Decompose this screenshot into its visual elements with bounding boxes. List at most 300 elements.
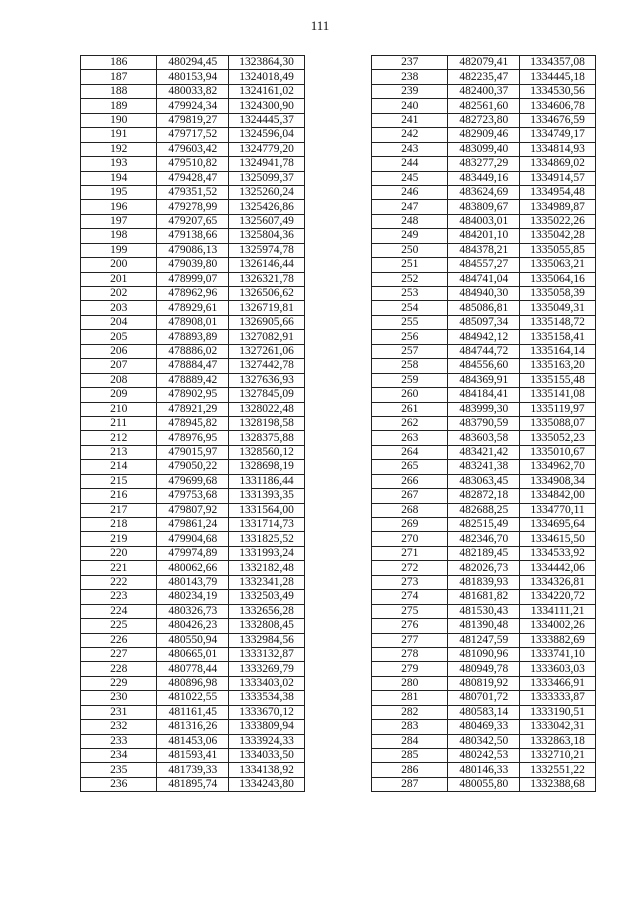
y-coordinate-cell: 1334770,11 — [520, 503, 596, 517]
point-number-cell: 210 — [81, 402, 157, 416]
table-row — [81, 662, 305, 676]
x-coordinate-cell: 482515,49 — [448, 518, 520, 532]
y-coordinate-cell: 1324941,78 — [229, 157, 305, 171]
y-coordinate-cell: 1325607,49 — [229, 214, 305, 228]
table-row — [81, 777, 305, 791]
point-number-cell: 215 — [81, 474, 157, 488]
table-row — [372, 445, 596, 459]
table-row — [372, 532, 596, 546]
point-number-cell: 284 — [372, 734, 448, 748]
point-number-cell: 190 — [81, 113, 157, 127]
table-row — [372, 258, 596, 272]
x-coordinate-cell: 478884,47 — [157, 359, 229, 373]
point-number-cell: 250 — [372, 243, 448, 257]
x-coordinate-cell: 482723,80 — [448, 113, 520, 127]
y-coordinate-cell: 1333269,79 — [229, 662, 305, 676]
x-coordinate-cell: 479510,82 — [157, 157, 229, 171]
table-row — [372, 200, 596, 214]
x-coordinate-cell: 483624,69 — [448, 185, 520, 199]
table-row — [81, 503, 305, 517]
table-row — [372, 503, 596, 517]
point-number-cell: 283 — [372, 720, 448, 734]
point-number-cell: 219 — [81, 532, 157, 546]
y-coordinate-cell: 1334138,92 — [229, 763, 305, 777]
x-coordinate-cell: 482400,37 — [448, 84, 520, 98]
y-coordinate-cell: 1325260,24 — [229, 185, 305, 199]
y-coordinate-cell: 1335064,16 — [520, 272, 596, 286]
table-row — [372, 777, 596, 791]
x-coordinate-cell: 481247,59 — [448, 633, 520, 647]
y-coordinate-cell: 1323864,30 — [229, 56, 305, 70]
y-coordinate-cell: 1333603,03 — [520, 662, 596, 676]
x-coordinate-cell: 484741,04 — [448, 272, 520, 286]
x-coordinate-cell: 480143,79 — [157, 575, 229, 589]
y-coordinate-cell: 1328698,19 — [229, 460, 305, 474]
y-coordinate-cell: 1333132,87 — [229, 647, 305, 661]
table-row — [81, 416, 305, 430]
y-coordinate-cell: 1327845,09 — [229, 388, 305, 402]
y-coordinate-cell: 1334445,18 — [520, 70, 596, 84]
point-number-cell: 193 — [81, 157, 157, 171]
y-coordinate-cell: 1331393,35 — [229, 489, 305, 503]
x-coordinate-cell: 478902,95 — [157, 388, 229, 402]
x-coordinate-cell: 480342,50 — [448, 734, 520, 748]
y-coordinate-cell: 1335155,48 — [520, 373, 596, 387]
point-number-cell: 240 — [372, 99, 448, 113]
x-coordinate-cell: 482688,25 — [448, 503, 520, 517]
table-row — [81, 214, 305, 228]
point-number-cell: 189 — [81, 99, 157, 113]
y-coordinate-cell: 1332808,45 — [229, 619, 305, 633]
table-row — [372, 474, 596, 488]
point-number-cell: 267 — [372, 489, 448, 503]
y-coordinate-cell: 1334749,17 — [520, 128, 596, 142]
point-number-cell: 271 — [372, 546, 448, 560]
table-row — [372, 691, 596, 705]
point-number-cell: 212 — [81, 431, 157, 445]
x-coordinate-cell: 480153,94 — [157, 70, 229, 84]
table-row — [81, 691, 305, 705]
table-row — [372, 301, 596, 315]
y-coordinate-cell: 1334326,81 — [520, 575, 596, 589]
table-row — [81, 99, 305, 113]
x-coordinate-cell: 478929,61 — [157, 301, 229, 315]
table-row — [372, 315, 596, 329]
x-coordinate-cell: 478976,95 — [157, 431, 229, 445]
x-coordinate-cell: 483421,42 — [448, 445, 520, 459]
point-number-cell: 202 — [81, 287, 157, 301]
point-number-cell: 222 — [81, 575, 157, 589]
table-row — [372, 344, 596, 358]
point-number-cell: 275 — [372, 604, 448, 618]
y-coordinate-cell: 1331714,73 — [229, 518, 305, 532]
table-row — [372, 402, 596, 416]
table-row — [81, 402, 305, 416]
table-row — [81, 157, 305, 171]
point-number-cell: 201 — [81, 272, 157, 286]
x-coordinate-cell: 478999,07 — [157, 272, 229, 286]
y-coordinate-cell: 1335022,26 — [520, 214, 596, 228]
y-coordinate-cell: 1335088,07 — [520, 416, 596, 430]
point-number-cell: 252 — [372, 272, 448, 286]
point-number-cell: 265 — [372, 460, 448, 474]
point-number-cell: 257 — [372, 344, 448, 358]
x-coordinate-cell: 478889,42 — [157, 373, 229, 387]
point-number-cell: 211 — [81, 416, 157, 430]
table-row — [81, 489, 305, 503]
y-coordinate-cell: 1335163,20 — [520, 359, 596, 373]
table-row — [372, 359, 596, 373]
y-coordinate-cell: 1335055,85 — [520, 243, 596, 257]
point-number-cell: 191 — [81, 128, 157, 142]
y-coordinate-cell: 1333741,10 — [520, 647, 596, 661]
x-coordinate-cell: 479807,92 — [157, 503, 229, 517]
point-number-cell: 270 — [372, 532, 448, 546]
table-row — [372, 431, 596, 445]
x-coordinate-cell: 481390,48 — [448, 619, 520, 633]
point-number-cell: 214 — [81, 460, 157, 474]
point-number-cell: 205 — [81, 330, 157, 344]
table-row — [81, 460, 305, 474]
point-number-cell: 230 — [81, 691, 157, 705]
y-coordinate-cell: 1335141,08 — [520, 388, 596, 402]
y-coordinate-cell: 1328375,88 — [229, 431, 305, 445]
x-coordinate-cell: 482909,46 — [448, 128, 520, 142]
y-coordinate-cell: 1332388,68 — [520, 777, 596, 791]
table-row — [372, 604, 596, 618]
x-coordinate-cell: 482026,73 — [448, 561, 520, 575]
y-coordinate-cell: 1325426,86 — [229, 200, 305, 214]
x-coordinate-cell: 479603,42 — [157, 142, 229, 156]
x-coordinate-cell: 480778,44 — [157, 662, 229, 676]
table-row — [81, 518, 305, 532]
table-row — [81, 272, 305, 286]
y-coordinate-cell: 1328560,12 — [229, 445, 305, 459]
y-coordinate-cell: 1332341,28 — [229, 575, 305, 589]
x-coordinate-cell: 481161,45 — [157, 705, 229, 719]
point-number-cell: 225 — [81, 619, 157, 633]
point-number-cell: 254 — [372, 301, 448, 315]
y-coordinate-cell: 1331993,24 — [229, 546, 305, 560]
table-row — [81, 243, 305, 257]
y-coordinate-cell: 1326321,78 — [229, 272, 305, 286]
point-number-cell: 199 — [81, 243, 157, 257]
y-coordinate-cell: 1326905,66 — [229, 315, 305, 329]
point-number-cell: 260 — [372, 388, 448, 402]
x-coordinate-cell: 478962,96 — [157, 287, 229, 301]
point-number-cell: 200 — [81, 258, 157, 272]
x-coordinate-cell: 481022,55 — [157, 691, 229, 705]
x-coordinate-cell: 479699,68 — [157, 474, 229, 488]
point-number-cell: 220 — [81, 546, 157, 560]
y-coordinate-cell: 1334002,26 — [520, 619, 596, 633]
y-coordinate-cell: 1324161,02 — [229, 84, 305, 98]
y-coordinate-cell: 1327636,93 — [229, 373, 305, 387]
point-number-cell: 255 — [372, 315, 448, 329]
table-row — [372, 633, 596, 647]
point-number-cell: 285 — [372, 749, 448, 763]
x-coordinate-cell: 483241,38 — [448, 460, 520, 474]
x-coordinate-cell: 478893,89 — [157, 330, 229, 344]
x-coordinate-cell: 480701,72 — [448, 691, 520, 705]
table-row — [372, 171, 596, 185]
y-coordinate-cell: 1334962,70 — [520, 460, 596, 474]
y-coordinate-cell: 1333534,38 — [229, 691, 305, 705]
y-coordinate-cell: 1334442,06 — [520, 561, 596, 575]
x-coordinate-cell: 482189,45 — [448, 546, 520, 560]
y-coordinate-cell: 1332503,49 — [229, 590, 305, 604]
table-row — [372, 662, 596, 676]
y-coordinate-cell: 1335158,41 — [520, 330, 596, 344]
x-coordinate-cell: 480326,73 — [157, 604, 229, 618]
table-row — [81, 633, 305, 647]
table-row — [81, 575, 305, 589]
x-coordinate-cell: 484378,21 — [448, 243, 520, 257]
y-coordinate-cell: 1334908,34 — [520, 474, 596, 488]
table-row — [372, 272, 596, 286]
table-row — [372, 619, 596, 633]
point-number-cell: 231 — [81, 705, 157, 719]
table-row — [81, 287, 305, 301]
x-coordinate-cell: 480819,92 — [448, 676, 520, 690]
x-coordinate-cell: 483277,29 — [448, 157, 520, 171]
table-row — [81, 734, 305, 748]
table-row — [81, 113, 305, 127]
point-number-cell: 221 — [81, 561, 157, 575]
table-row — [81, 604, 305, 618]
x-coordinate-cell: 481090,96 — [448, 647, 520, 661]
x-coordinate-cell: 482079,41 — [448, 56, 520, 70]
x-coordinate-cell: 479974,89 — [157, 546, 229, 560]
point-number-cell: 273 — [372, 575, 448, 589]
table-row — [81, 301, 305, 315]
point-number-cell: 249 — [372, 229, 448, 243]
coordinates-table-left — [80, 55, 305, 792]
y-coordinate-cell: 1333042,31 — [520, 720, 596, 734]
y-coordinate-cell: 1333333,87 — [520, 691, 596, 705]
y-coordinate-cell: 1334914,57 — [520, 171, 596, 185]
point-number-cell: 251 — [372, 258, 448, 272]
point-number-cell: 262 — [372, 416, 448, 430]
table-row — [81, 258, 305, 272]
x-coordinate-cell: 479351,52 — [157, 185, 229, 199]
x-coordinate-cell: 481839,93 — [448, 575, 520, 589]
y-coordinate-cell: 1324445,37 — [229, 113, 305, 127]
point-number-cell: 278 — [372, 647, 448, 661]
y-coordinate-cell: 1334533,92 — [520, 546, 596, 560]
point-number-cell: 192 — [81, 142, 157, 156]
y-coordinate-cell: 1334676,59 — [520, 113, 596, 127]
x-coordinate-cell: 480242,53 — [448, 749, 520, 763]
table-row — [372, 763, 596, 777]
point-number-cell: 207 — [81, 359, 157, 373]
point-number-cell: 218 — [81, 518, 157, 532]
table-row — [372, 561, 596, 575]
table-row — [372, 546, 596, 560]
y-coordinate-cell: 1332182,48 — [229, 561, 305, 575]
x-coordinate-cell: 483999,30 — [448, 402, 520, 416]
y-coordinate-cell: 1334869,02 — [520, 157, 596, 171]
table-row — [81, 720, 305, 734]
x-coordinate-cell: 483449,16 — [448, 171, 520, 185]
table-row — [81, 561, 305, 575]
table-row — [372, 214, 596, 228]
table-row — [372, 388, 596, 402]
x-coordinate-cell: 480665,01 — [157, 647, 229, 661]
table-row — [81, 142, 305, 156]
point-number-cell: 229 — [81, 676, 157, 690]
y-coordinate-cell: 1333670,12 — [229, 705, 305, 719]
y-coordinate-cell: 1335063,21 — [520, 258, 596, 272]
page-number: 111 — [310, 18, 330, 33]
table-row — [81, 200, 305, 214]
table-row — [81, 474, 305, 488]
point-number-cell: 258 — [372, 359, 448, 373]
table-row — [372, 185, 596, 199]
y-coordinate-cell: 1325804,36 — [229, 229, 305, 243]
point-number-cell: 243 — [372, 142, 448, 156]
x-coordinate-cell: 483790,59 — [448, 416, 520, 430]
point-number-cell: 186 — [81, 56, 157, 70]
point-number-cell: 287 — [372, 777, 448, 791]
x-coordinate-cell: 480583,14 — [448, 705, 520, 719]
x-coordinate-cell: 482346,70 — [448, 532, 520, 546]
table-row — [372, 330, 596, 344]
x-coordinate-cell: 484557,27 — [448, 258, 520, 272]
y-coordinate-cell: 1333403,02 — [229, 676, 305, 690]
y-coordinate-cell: 1332551,22 — [520, 763, 596, 777]
x-coordinate-cell: 485086,81 — [448, 301, 520, 315]
y-coordinate-cell: 1334243,80 — [229, 777, 305, 791]
x-coordinate-cell: 480550,94 — [157, 633, 229, 647]
point-number-cell: 274 — [372, 590, 448, 604]
y-coordinate-cell: 1334695,64 — [520, 518, 596, 532]
point-number-cell: 233 — [81, 734, 157, 748]
x-coordinate-cell: 483603,58 — [448, 431, 520, 445]
y-coordinate-cell: 1334530,56 — [520, 84, 596, 98]
point-number-cell: 269 — [372, 518, 448, 532]
point-number-cell: 206 — [81, 344, 157, 358]
point-number-cell: 224 — [81, 604, 157, 618]
table-row — [81, 676, 305, 690]
table-row — [81, 445, 305, 459]
y-coordinate-cell: 1324300,90 — [229, 99, 305, 113]
table-row — [372, 373, 596, 387]
y-coordinate-cell: 1332710,21 — [520, 749, 596, 763]
point-number-cell: 286 — [372, 763, 448, 777]
y-coordinate-cell: 1324779,20 — [229, 142, 305, 156]
y-coordinate-cell: 1333809,94 — [229, 720, 305, 734]
point-number-cell: 235 — [81, 763, 157, 777]
point-number-cell: 228 — [81, 662, 157, 676]
x-coordinate-cell: 480055,80 — [448, 777, 520, 791]
y-coordinate-cell: 1325974,78 — [229, 243, 305, 257]
y-coordinate-cell: 1331825,52 — [229, 532, 305, 546]
point-number-cell: 280 — [372, 676, 448, 690]
x-coordinate-cell: 481453,06 — [157, 734, 229, 748]
table-row — [372, 128, 596, 142]
y-coordinate-cell: 1328022,48 — [229, 402, 305, 416]
x-coordinate-cell: 484942,12 — [448, 330, 520, 344]
x-coordinate-cell: 479904,68 — [157, 532, 229, 546]
point-number-cell: 256 — [372, 330, 448, 344]
table-row — [81, 171, 305, 185]
point-number-cell: 188 — [81, 84, 157, 98]
x-coordinate-cell: 483809,67 — [448, 200, 520, 214]
point-number-cell: 226 — [81, 633, 157, 647]
table-row — [372, 287, 596, 301]
y-coordinate-cell: 1335052,23 — [520, 431, 596, 445]
x-coordinate-cell: 481895,74 — [157, 777, 229, 791]
table-row — [81, 763, 305, 777]
table-row — [372, 142, 596, 156]
point-number-cell: 242 — [372, 128, 448, 142]
table-row — [81, 590, 305, 604]
point-number-cell: 196 — [81, 200, 157, 214]
x-coordinate-cell: 479861,24 — [157, 518, 229, 532]
x-coordinate-cell: 484369,91 — [448, 373, 520, 387]
point-number-cell: 204 — [81, 315, 157, 329]
y-coordinate-cell: 1326146,44 — [229, 258, 305, 272]
table-row — [372, 575, 596, 589]
table-row — [372, 734, 596, 748]
x-coordinate-cell: 482872,18 — [448, 489, 520, 503]
point-number-cell: 198 — [81, 229, 157, 243]
x-coordinate-cell: 481739,33 — [157, 763, 229, 777]
x-coordinate-cell: 479753,68 — [157, 489, 229, 503]
table-row — [81, 229, 305, 243]
y-coordinate-cell: 1334606,78 — [520, 99, 596, 113]
y-coordinate-cell: 1334220,72 — [520, 590, 596, 604]
x-coordinate-cell: 479138,66 — [157, 229, 229, 243]
table-row — [81, 373, 305, 387]
y-coordinate-cell: 1334989,87 — [520, 200, 596, 214]
y-coordinate-cell: 1331564,00 — [229, 503, 305, 517]
x-coordinate-cell: 485097,34 — [448, 315, 520, 329]
point-number-cell: 239 — [372, 84, 448, 98]
point-number-cell: 187 — [81, 70, 157, 84]
point-number-cell: 236 — [81, 777, 157, 791]
x-coordinate-cell: 482561,60 — [448, 99, 520, 113]
x-coordinate-cell: 480469,33 — [448, 720, 520, 734]
table-row — [81, 431, 305, 445]
table-row — [372, 590, 596, 604]
table-row — [81, 84, 305, 98]
point-number-cell: 282 — [372, 705, 448, 719]
x-coordinate-cell: 478945,82 — [157, 416, 229, 430]
y-coordinate-cell: 1334954,48 — [520, 185, 596, 199]
x-coordinate-cell: 479050,22 — [157, 460, 229, 474]
y-coordinate-cell: 1333466,91 — [520, 676, 596, 690]
point-number-cell: 208 — [81, 373, 157, 387]
x-coordinate-cell: 484003,01 — [448, 214, 520, 228]
y-coordinate-cell: 1335049,31 — [520, 301, 596, 315]
table-row — [372, 70, 596, 84]
x-coordinate-cell: 479428,47 — [157, 171, 229, 185]
point-number-cell: 244 — [372, 157, 448, 171]
x-coordinate-cell: 479039,80 — [157, 258, 229, 272]
point-number-cell: 266 — [372, 474, 448, 488]
y-coordinate-cell: 1334033,50 — [229, 749, 305, 763]
point-number-cell: 232 — [81, 720, 157, 734]
point-number-cell: 227 — [81, 647, 157, 661]
table-row — [372, 416, 596, 430]
x-coordinate-cell: 483099,40 — [448, 142, 520, 156]
table-row — [81, 532, 305, 546]
y-coordinate-cell: 1334615,50 — [520, 532, 596, 546]
table-row — [372, 749, 596, 763]
x-coordinate-cell: 481530,43 — [448, 604, 520, 618]
